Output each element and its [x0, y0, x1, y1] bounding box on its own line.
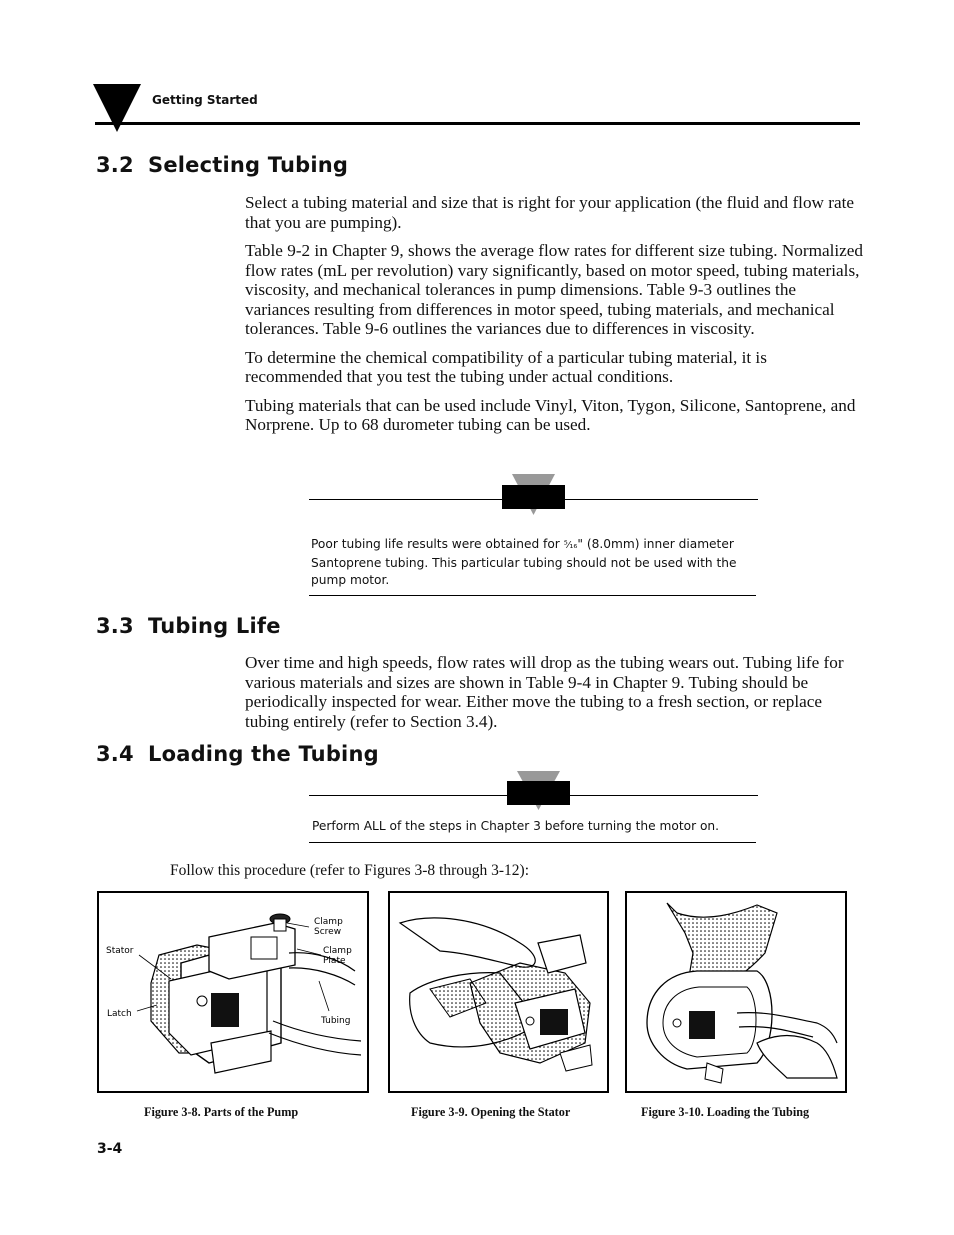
note-text: Poor tubing life results were obtained for ⁵⁄₁₆" (8.0mm) inner diameter Santoprene tubing. This particular tubing should not be used with the pump motor.: [311, 537, 737, 587]
section-heading-3-3: 3.3 Tubing Life: [96, 614, 281, 638]
label-clamp-plate-1: Clamp: [323, 946, 352, 956]
label-clamp-screw-2: Screw: [314, 927, 342, 937]
label-tubing: Tubing: [321, 1016, 351, 1026]
caution-tab: [507, 781, 570, 805]
paragraph: Tubing materials that can be used include Vinyl, Viton, Tygon, Silicone, Santoprene, and Norprene. Up to 68 durometer tubing can be used.: [245, 395, 856, 434]
figure-3-10: [625, 891, 847, 1093]
label-stator: Stator: [106, 946, 134, 956]
section-heading-3-2: 3.2 Selecting Tubing: [96, 153, 349, 177]
caution-bottom-rule: [309, 842, 756, 843]
figure-caption-3-8: Figure 3-8. Parts of the Pump: [144, 1105, 299, 1119]
paragraph: To determine the chemical compatibility of a particular tubing material, it is recommended that you test the tubing under actual conditions.: [245, 347, 767, 386]
figure-3-8: [97, 891, 369, 1093]
section-body-3-2: [245, 193, 865, 444]
label-clamp-plate-2: Plate: [323, 956, 346, 966]
header-triangle-icon: [93, 84, 143, 134]
note-tab: [502, 485, 565, 509]
paragraph: Table 9-2 in Chapter 9, shows the average flow rates for different size tubing. Normalized flow rates (mL per revolution) vary significantly, based on motor speed, tubing materials, viscosity, and mechanical tolerances in pump dimensions. Table 9-3 outlines the variances resulting from differences in motor speed, tubing materials, and mechanical tolerances. Table 9-6 outlines the variances due to differences in viscosity.: [245, 241, 863, 338]
paragraph: Select a tubing material and size that is right for your application (the fluid and flow rate that you are pumping).: [245, 193, 855, 232]
note-bottom-rule: [309, 595, 756, 596]
figure-caption-3-9: Figure 3-9. Opening the Stator: [411, 1105, 571, 1119]
opening-stator-illustration: [390, 893, 607, 1091]
section-body-3-3: [245, 653, 865, 740]
label-clamp-screw-1: Clamp: [314, 917, 343, 927]
caution-text: Perform ALL of the steps in Chapter 3 before turning the motor on.: [312, 819, 720, 833]
figure-3-9: [388, 891, 609, 1093]
paragraph: Over time and high speeds, flow rates will drop as the tubing wears out. Tubing life for various materials and sizes are shown in Table 9-4 in Chapter 9. Tubing should be periodically inspected for wear. Either move the tubing to a fresh section, or replace tubing entirely (refer to Section 3.4).: [245, 653, 844, 731]
section-heading-3-4: 3.4 Loading the Tubing: [96, 742, 379, 766]
label-latch: Latch: [107, 1009, 132, 1019]
procedure-intro: Follow this procedure (refer to Figures 3-8 through 3-12):: [170, 862, 530, 879]
pump-parts-illustration: [99, 893, 367, 1091]
running-header: Getting Started: [152, 93, 258, 107]
page-number: 3-4: [97, 1141, 123, 1157]
loading-tubing-illustration: [627, 893, 845, 1091]
header-rule: [95, 122, 860, 125]
figure-caption-3-10: Figure 3-10. Loading the Tubing: [641, 1105, 810, 1119]
